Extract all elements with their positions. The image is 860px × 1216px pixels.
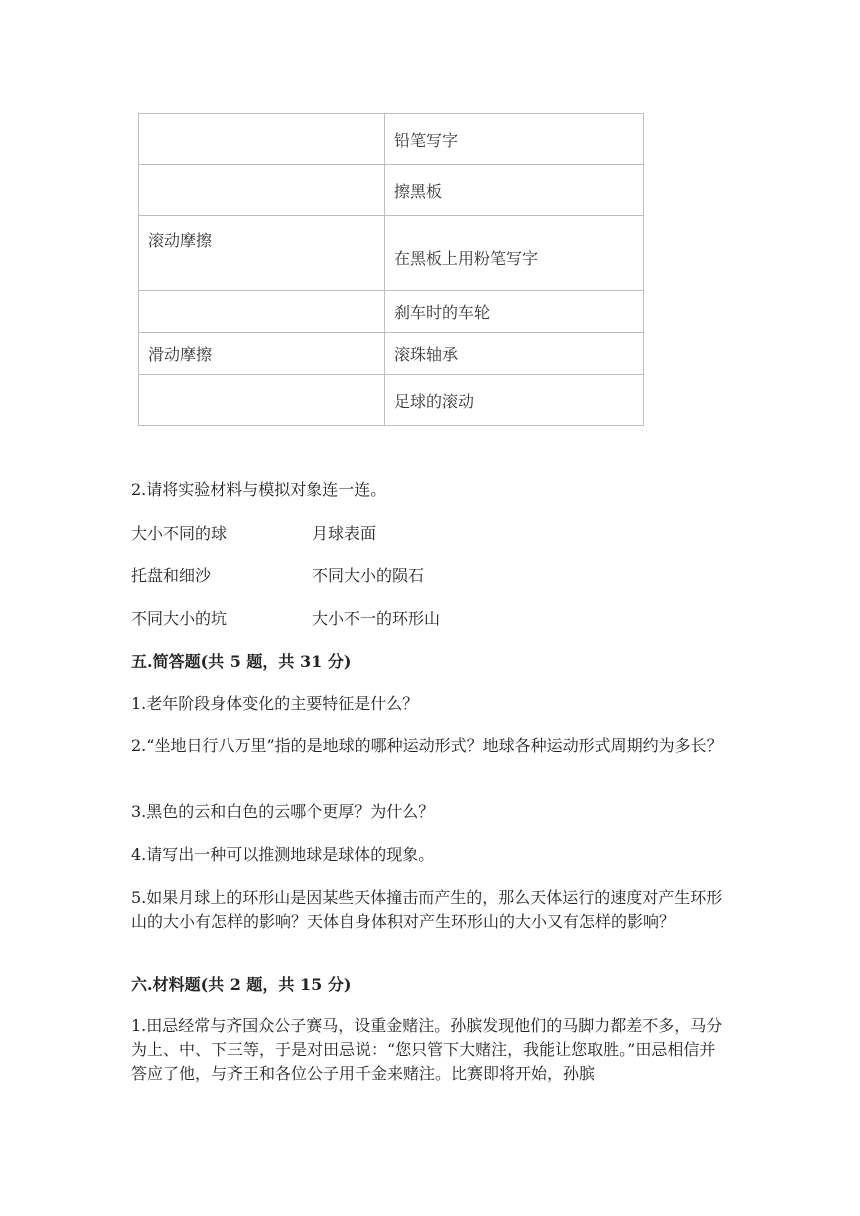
table-row xyxy=(139,375,644,426)
match-left-item: 不同大小的坑 xyxy=(131,609,228,628)
table-row xyxy=(139,291,644,333)
table-cell-right: 擦黑板 xyxy=(385,165,644,216)
question-2-prompt: 2.请将实验材料与模拟对象连一连。 xyxy=(131,480,387,499)
match-right-item: 大小不一的环形山 xyxy=(312,609,441,628)
match-left-item: 大小不同的球 xyxy=(131,524,228,543)
table-cell-left: 滑动摩擦 xyxy=(139,333,385,375)
table-cell-left xyxy=(139,165,385,216)
friction-match-table xyxy=(138,113,644,426)
classification-table xyxy=(138,113,644,426)
match-right-item: 不同大小的陨石 xyxy=(312,566,425,585)
match-left-item: 托盘和细沙 xyxy=(131,566,212,585)
short-answer-question: 3.黑色的云和白色的云哪个更厚？为什么？ xyxy=(131,802,435,821)
table-cell-right: 刹车时的车轮 xyxy=(385,291,644,333)
short-answer-question: 2.“坐地日行八万里”指的是地球的哪种运动形式？地球各种运动形式周期约为多长？ xyxy=(131,736,723,755)
table-cell-left: 滚动摩擦 xyxy=(139,216,385,291)
section-6-heading: 六.材料题(共 2 题，共 15 分) xyxy=(131,975,352,994)
material-passage: 1.田忌经常与齐国众公子赛马，设重金赌注。孙膑发现他们的马脚力都差不多，马分为上、中、下三等，于是对田忌说：“您只管下大赌注，我能让您取胜。”田忌相信并答应了他，与齐王和各位公子用千金来赌注。比赛即将开始，孙膑 xyxy=(131,1016,723,1083)
table-cell-left xyxy=(139,114,385,165)
section-5-heading: 五.简答题(共 5 题，共 31 分) xyxy=(131,652,352,671)
table-cell-right: 滚珠轴承 xyxy=(385,333,644,375)
table-row xyxy=(139,216,644,291)
table-cell-left xyxy=(139,375,385,426)
table-row xyxy=(139,333,644,375)
short-answer-question: 5.如果月球上的环形山是因某些天体撞击而产生的，那么天体运行的速度对产生环形山的大小有怎样的影响？天体自身体积对产生环形山的大小又有怎样的影响？ xyxy=(131,888,723,931)
table-cell-right: 在黑板上用粉笔写字 xyxy=(385,216,644,291)
table-cell-right: 足球的滚动 xyxy=(385,375,644,426)
table-row xyxy=(139,165,644,216)
short-answer-question: 4.请写出一种可以推测地球是球体的现象。 xyxy=(131,845,435,864)
table-cell-right: 铅笔写字 xyxy=(385,114,644,165)
table-cell-left xyxy=(139,291,385,333)
match-right-item: 月球表面 xyxy=(312,524,377,543)
table-row xyxy=(139,114,644,165)
short-answer-question: 1.老年阶段身体变化的主要特征是什么？ xyxy=(131,694,419,713)
